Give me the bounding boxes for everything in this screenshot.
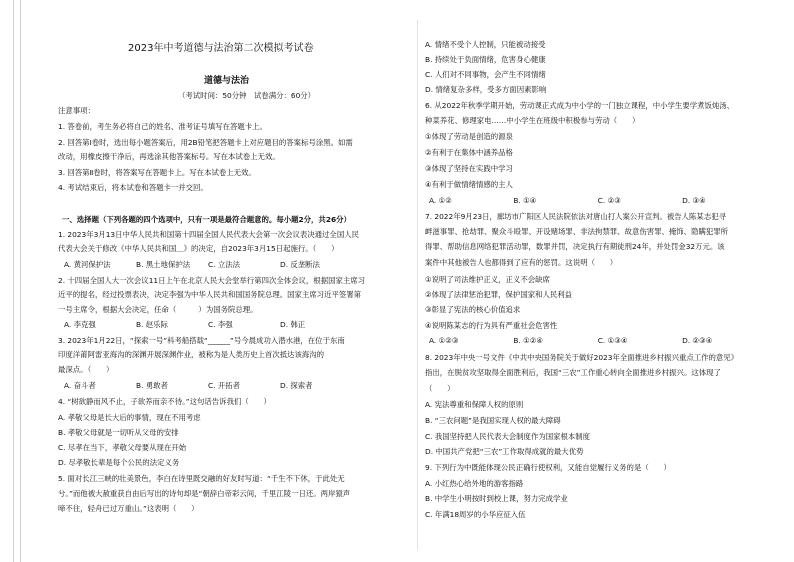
q2-option-b[interactable]: B. 赵乐际 [136, 320, 168, 329]
q7-options [429, 336, 764, 346]
q7-option-b[interactable]: B. ①②④ [513, 336, 544, 345]
q4-option-b[interactable]: B. 孝敬父母就是一切听从父母的安排 [58, 428, 179, 437]
exam-title: 2023年中考道德与法治第二次模拟考试卷 [128, 43, 314, 54]
q5-option-b[interactable]: B. 持续处于负面情绪，危害身心健康 [425, 55, 546, 64]
q1-stem: 1. 2023年3月13日中华人民共和国第十四届全国人民代表大会第一次会议表决通过全国人民 [58, 230, 359, 239]
q3-stem: 最深点。（ ） [58, 365, 114, 374]
q1-options [64, 260, 352, 270]
q8-stem: 指出，在脱贫攻坚取得全面胜利后，我国“三农”工作重心转向全面推进乡村振兴。这体现了 [425, 368, 721, 377]
q5-stem: 5. 面对长江三峡的壮美景色，李白在诗里既交融的好友时写道：“千生不下休，于此处无 [58, 474, 345, 483]
q9-option-a[interactable]: A. 小红热心给外地的游客指路 [425, 479, 524, 488]
q3-option-c[interactable]: C. 开拓者 [208, 381, 241, 390]
q6-option-a[interactable]: A. ①② [429, 196, 452, 205]
q9-option-b[interactable]: B. 中学生小明按时到校上课，努力完成学业 [425, 494, 568, 503]
q8-option-c[interactable]: C. 我国坚持把人民代表大会制度作为国家根本制度 [425, 432, 591, 441]
note-item: 1. 答卷前，考生务必将自己的姓名、准考证号填写在答题卡上。 [58, 122, 267, 131]
q7-stem: 衅滋事罪、抢劫罪、聚众斗殴罪、开设赌场罪、非法拘禁罪、故意伤害罪、掩饰、隐瞒犯罪所 [425, 227, 729, 236]
q3-stem: 印度洋莆阿雷亚海沟的深渊开展深渊作业，被称为是人类历史上首次抵达该海沟的 [58, 350, 325, 359]
column-divider [417, 20, 418, 550]
q8-option-d[interactable]: D. 中国共产党把“三农”工作取得成就的最大优势 [425, 447, 584, 456]
q7-item: ④说明陈某志的行为具有严重社会危害性 [425, 321, 558, 330]
note-item: 4. 考试结束后，将本试卷和答题卡一并交回。 [58, 183, 208, 192]
q1-stem: 代表大会关于修改《中华人民共和国＿》的决定，自2023年3月15日起施行。（ ） [58, 244, 339, 253]
q7-stem: 7. 2022年9月23日，廊坊市广阳区人民法院依法对唐山打人案公开宣判。被告人陈某志犯寻 [425, 212, 726, 221]
q8-option-a[interactable]: A. 宪法尊重和保障人权的原则 [425, 400, 524, 409]
q6-item: ④有利于做情绪情感的主人 [425, 180, 513, 189]
q3-option-d[interactable]: D. 探索者 [280, 381, 313, 390]
q3-options [64, 381, 352, 391]
q1-option-b[interactable]: B. 黑土地保护法 [136, 260, 191, 269]
q5-stem: 兮。”而他被大赦重获自由后写出的诗句却是“朝辞白帝彩云间，千里江陵一日还。两岸猿声 [58, 489, 351, 498]
q6-option-c[interactable]: C. ②③ [597, 196, 621, 205]
q2-options [64, 320, 352, 330]
notes-heading: 注意事项： [58, 106, 95, 115]
q7-option-c[interactable]: C. ①③④ [597, 336, 628, 345]
q2-option-c[interactable]: C. 李强 [208, 320, 233, 329]
q1-option-a[interactable]: A. 黄河保护法 [64, 260, 111, 269]
q6-item: ③体现了坚持在实践中学习 [425, 164, 513, 173]
q2-option-a[interactable]: A. 李克强 [64, 320, 96, 329]
exam-info: （考试时间：50分钟 试卷满分：60分） [178, 91, 316, 100]
q3-option-b[interactable]: B. 勇敢者 [136, 381, 168, 390]
q4-option-c[interactable]: C. 尽孝在当下，孝敬父母要从现在开始 [58, 443, 187, 452]
q1-option-c[interactable]: C. 立法法 [208, 260, 241, 269]
q8-stem: 8. 2023年中央一号文件《中共中央国务院关于做好2023年全面推进乡村振兴重点工作的意见》 [425, 353, 739, 362]
q7-item: ③彰显了宪法的核心价值追求 [425, 305, 521, 314]
q7-stem: 得罪、帮助信息网络犯罪活动罪，数罪并罚，决定执行有期徒刑24年，并处罚金32万元。该 [425, 242, 725, 251]
q6-option-b[interactable]: B. ①④ [513, 196, 537, 205]
q5-option-a[interactable]: A. 情绪不受个人控制，只能被动接受 [425, 40, 546, 49]
q2-stem: 一号主席令，根据大会决定，任命（ ）为国务院总理。 [58, 305, 258, 314]
q2-stem: 2. 十四届全国人大一次会议11日上午在北京人民大会堂举行第四次全体会议，根据国家主席习 [58, 276, 366, 285]
q5-option-c[interactable]: C. 人们对不同事物，会产生不同情绪 [425, 70, 546, 79]
q2-option-d[interactable]: D. 韩正 [280, 320, 306, 329]
q7-option-d[interactable]: D. ②③④ [682, 336, 713, 345]
q2-stem: 近平的提名，经过投票表决，决定李强为中华人民共和国国务院总理。国家主席习近平签署第 [58, 290, 362, 299]
q7-item: ①说明了司法维护正义，正义不会缺席 [425, 275, 550, 284]
q5-option-d[interactable]: D. 情绪复杂多样，受多方面因素影响 [425, 85, 547, 94]
q6-stem: 6. 从2022年秋季学期开始，劳动课正式成为中小学的一门独立课程，中小学生要学煮饭炖汤、 [425, 101, 735, 110]
q7-stem: 案件中其他被告人也都得到了应有的惩罚。这说明（ ） [425, 258, 618, 267]
q3-stem: 3. 2023年1月22日，“探索一号”科考船搭载“______”号今晨成功入潜水港，在位于东南 [58, 336, 345, 345]
q3-option-a[interactable]: A. 奋斗者 [64, 381, 96, 390]
section-heading: 一、选择题（下列各题的四个选项中，只有一项是最符合题意的。每小题2分，共26分） [62, 215, 351, 224]
q6-item: ②有利于在集体中涵养品格 [425, 148, 513, 157]
q9-option-c[interactable]: C. 年满18周岁的小华应征入伍 [425, 510, 526, 519]
note-item: 3. 回答第Ⅱ卷时，将答案写在答题卡上。写在本试卷上无效。 [58, 168, 256, 177]
note-item: 改动，用橡皮擦干净后，再选涂其他答案标号。写在本试卷上无效。 [58, 152, 280, 161]
q6-options [429, 196, 764, 206]
q7-item: ②体现了法律惩治犯罪，保护国家和人民利益 [425, 290, 573, 299]
note-item: 2. 回答第Ⅰ卷时，选出每小题答案后，用2B铅笔把答题卡上对应题目的答案标号涂黑。如需 [58, 138, 353, 147]
q6-option-d[interactable]: D. ③④ [682, 196, 706, 205]
q4-stem: 4. “树欲静而风不止，子欲养而亲不待。”这句话告诉我们（ ） [58, 397, 271, 406]
q1-option-d[interactable]: D. 反垄断法 [280, 260, 320, 269]
q7-option-a[interactable]: A. ①②③ [429, 336, 459, 345]
q6-item: ①体现了劳动是创造的源泉 [425, 132, 513, 141]
q8-stem: （ ） [425, 384, 455, 393]
subject-title: 道德与法治 [204, 76, 250, 86]
q8-option-b[interactable]: B. “三农问题”是我国实现人权的最大障碍 [425, 416, 561, 425]
q4-option-d[interactable]: D. 尽孝敬长辈是每个公民的法定义务 [58, 458, 180, 467]
binding-margin [13, 0, 21, 562]
q5-stem: 啼不住，轻舟已过万重山。”这表明（ ） [58, 504, 199, 513]
q4-option-a[interactable]: A. 孝敬父母是长大后的事情，现在不用考虑 [58, 413, 201, 422]
q9-stem: 9. 下列行为中既能体现公民正确行使权利，又能自觉履行义务的是（ ） [425, 463, 671, 472]
q6-stem: 种菜养花、修理家电……中小学生在班级中积极参与劳动（ ） [425, 116, 640, 125]
